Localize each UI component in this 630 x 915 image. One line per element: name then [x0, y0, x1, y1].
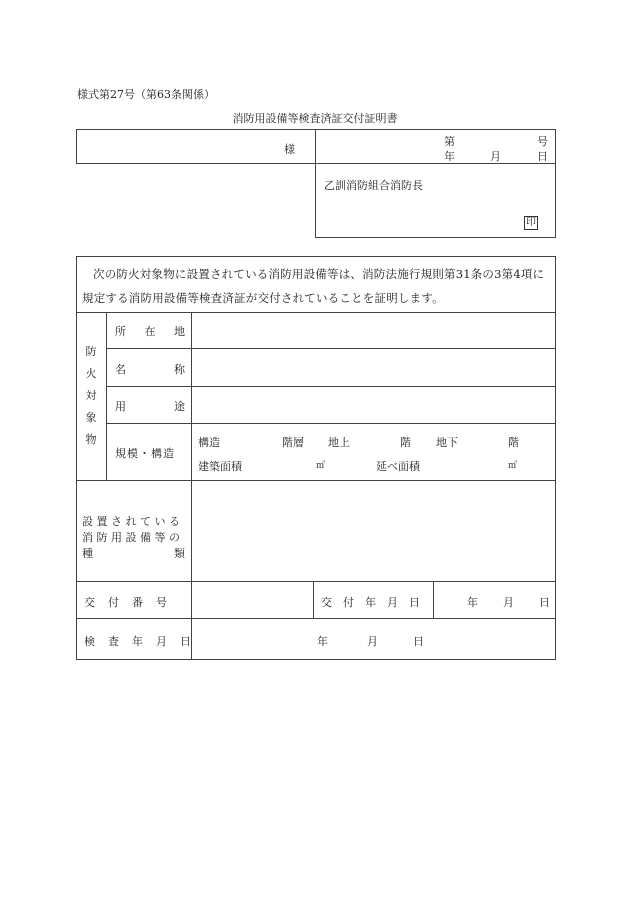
building-area-unit: ㎡ — [316, 461, 326, 471]
building-area-label: 建築面積 — [198, 460, 242, 473]
issuer-box — [315, 163, 556, 238]
inspection-year-label: 年 — [317, 635, 328, 648]
location-label-char: 所 — [115, 325, 126, 338]
issue-number-label: 交 付 番 号 — [84, 596, 168, 609]
scale-structure-label: 規模・構造 — [115, 447, 175, 460]
structure-label: 構造 — [198, 436, 220, 449]
number-suffix: 号 — [537, 135, 548, 148]
issuer-name: 乙訓消防組合消防長 — [324, 179, 423, 192]
document-title: 消防用設備等検査済証交付証明書 — [232, 112, 398, 125]
addressee-divider — [315, 129, 316, 164]
side-label-char: 防 — [85, 345, 97, 358]
location-label-char: 地 — [174, 325, 185, 338]
side-label-char: 火 — [85, 367, 97, 380]
name-label-char: 称 — [174, 363, 185, 376]
issue-year-label: 年 — [467, 596, 478, 609]
equipment-label-line-3 — [82, 546, 185, 562]
rule-after-issue — [76, 618, 556, 619]
seal-stamp: 印 — [526, 217, 536, 228]
inspection-date-label: 検 査 年 月 日 — [84, 635, 192, 648]
date-month-label: 月 — [490, 150, 501, 163]
side-label-char: 物 — [85, 433, 97, 446]
addressee-honorific: 様 — [284, 143, 295, 156]
use-label — [115, 398, 185, 414]
issue-date-label: 交 付 年 月 日 — [321, 596, 420, 609]
intro-line-1: 次の防火対象物に設置されている消防用設備等は、消防法施行規則第31条の3第4項に — [93, 267, 545, 281]
above-ground-floor-unit: 階 — [400, 436, 411, 449]
rule-label-column — [191, 312, 192, 659]
rule-issue-number — [313, 581, 314, 618]
location-label-char: 在 — [144, 325, 156, 338]
number-prefix: 第 — [444, 135, 455, 148]
equipment-label-line-1: 設 置 さ れ て い る — [82, 515, 180, 528]
location-label — [115, 323, 185, 339]
equipment-label-line-2: 消 防 用 設 備 等 の — [82, 531, 180, 544]
total-floor-area-unit: ㎡ — [508, 461, 518, 471]
rule-after-use — [106, 423, 556, 424]
addressee-row — [76, 129, 556, 164]
rule-side-label — [106, 312, 107, 480]
use-label-char: 途 — [174, 400, 185, 413]
inspection-month-label: 月 — [367, 635, 378, 648]
name-label — [115, 361, 185, 377]
date-year-label: 年 — [444, 150, 455, 163]
side-label-char: 対 — [85, 389, 97, 402]
rule-after-equipment — [76, 581, 556, 582]
rule-after-intro — [76, 312, 556, 313]
rule-issue-date — [433, 581, 434, 618]
floors-label: 階層 — [282, 436, 304, 449]
equipment-label-char: 類 — [174, 547, 185, 560]
total-floor-area-label: 延べ面積 — [376, 460, 420, 473]
intro-line-2: 規定する消防用設備等検査済証が交付されていることを証明します。 — [82, 291, 444, 305]
below-ground-floor-unit: 階 — [508, 436, 519, 449]
form-number: 様式第27号（第63条関係） — [77, 88, 215, 101]
rule-after-name — [106, 386, 556, 387]
side-label-char: 象 — [85, 411, 97, 424]
equipment-label-char: 種 — [82, 547, 93, 560]
name-label-char: 名 — [115, 363, 126, 376]
equipment-type-label — [82, 514, 188, 562]
issue-day-label: 日 — [539, 596, 550, 609]
date-day-label: 日 — [537, 150, 548, 163]
rule-after-object — [76, 480, 556, 481]
rule-after-location — [106, 348, 556, 349]
issue-month-label: 月 — [503, 596, 514, 609]
below-ground-label: 地下 — [436, 436, 458, 449]
use-label-char: 用 — [115, 400, 126, 413]
above-ground-label: 地上 — [328, 436, 350, 449]
inspection-day-label: 日 — [413, 635, 424, 648]
fire-object-side-label — [76, 312, 106, 480]
